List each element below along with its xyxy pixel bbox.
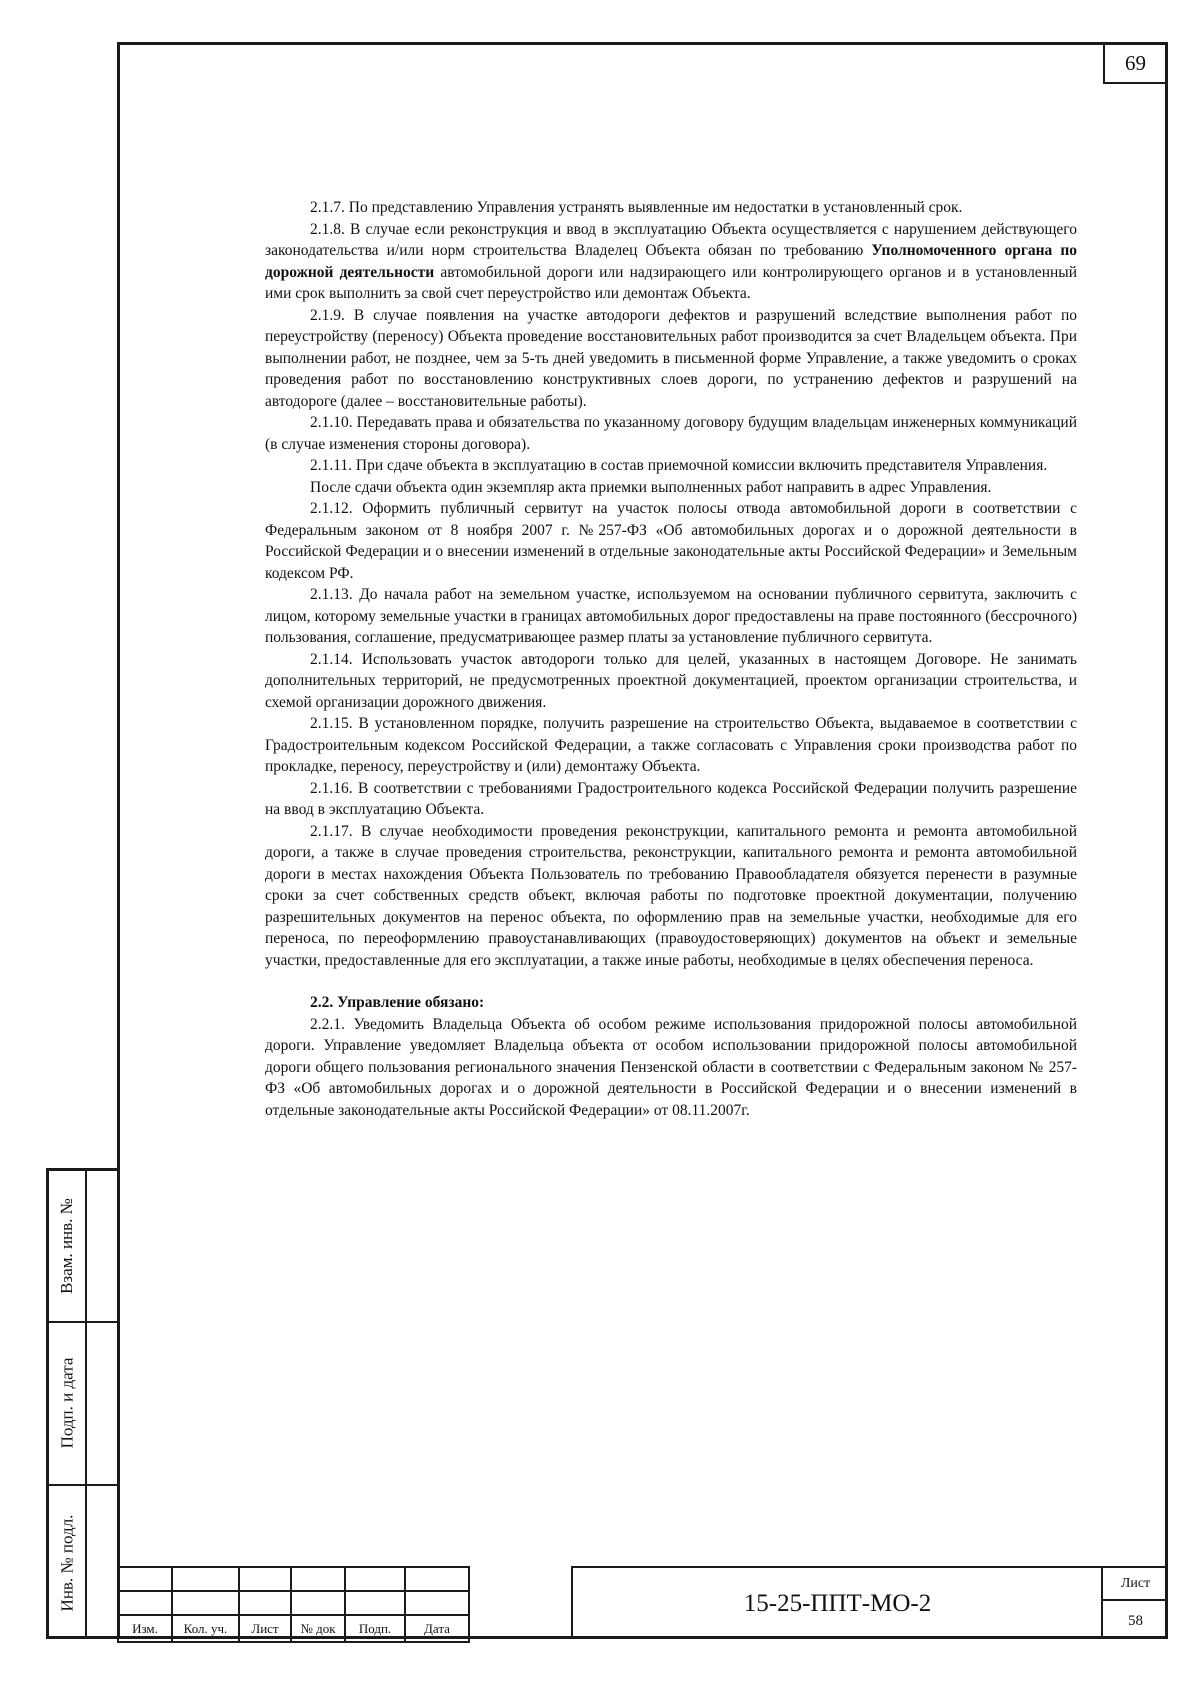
paragraph-2-1-15: 2.1.15. В установленном порядке, получить разрешение на строительство Объекта, выдаваемое в соответствии с Градостроительным кодексом Российской Федерации, а также согласовать с Управления сроки производства работ по прокладке, переносу, переустройству и (или) демонтажу Объекта. [265, 715, 1077, 775]
paragraph-2-1-11: 2.1.11. При сдаче объекта в эксплуатацию в состав приемочной комиссии включить представителя Управления. [310, 457, 1048, 474]
paragraph-2-1-17: 2.1.17. В случае необходимости проведения реконструкции, капитального ремонта и ремонта автомобильной дороги, а также в случае проведения строительства, реконструкции, капитального ремонта и ремонта автомобильной дороги в местах нахождения Объекта Пользователь по требованию Правообладателя обязуется перенести в разумные сроки за счет собственных средств объект, включая работы по подготовке проектной документации, получению разрешительных документов на перенос объекта, по оформлению прав на земельные участки, необходимые для его переноса, по переоформлению правоустанавливающих (правоудостоверяющих) документов на объект и земельные участки, предоставленные для его эксплуатации, а также иные работы, необходимые в целях обеспечения переноса. [265, 822, 1077, 969]
emphasized-authority: Уполномоченного органа по дорожной деятельности [265, 242, 1078, 281]
paragraph-after-handover: После сдачи объекта один экземпляр акта приемки выполненных работ направить в адрес Управления. [310, 478, 992, 496]
side-stamp [46, 1168, 117, 1639]
column-header: Лист [239, 1615, 291, 1642]
paragraph-2-1-8: 2.1.8. В случае если реконструкция и ввод в эксплуатацию Объекта осуществляется с нарушением действующего законодательства и/или норм строительства Владелец Объекта обязан по требованию Уполномоченного органа по дорожной деятельности автомобильной дороги или надзирающего или контролирующего органов и в установленный ими срок выполнить за свой счет переустройство или демонтаж Объекта. [265, 220, 1078, 302]
column-header: Подп. [345, 1615, 405, 1642]
side-label-signature-date: Подп. и дата [57, 1357, 77, 1448]
side-label-replacement: Взам. инв. № [57, 1198, 76, 1294]
paragraph-2-1-13: 2.1.13. До начала работ на земельном участке, используемом на основании публичного сервитута, заключить с лицом, которому земельные участки в границах автомобильных дорог предоставлены на праве постоянного (бессрочного) пользования, соглашение, предусматривающее размер платы за установление публичного сервитута. [265, 586, 1077, 646]
paragraph-2-1-10: 2.1.10. Передавать права и обязательства по указанному договору будущим владельцам инженерных коммуникаций (в случае изменения стороны договора). [265, 414, 1077, 453]
column-header: Кол. уч. [172, 1615, 239, 1642]
sheet-label: Лист [1103, 1568, 1168, 1601]
paragraph-2-1-16: 2.1.16. В соответствии с требованиями Градостроительного кодекса Российской Федерации получить разрешение на ввод в эксплуатацию Объекта. [265, 779, 1077, 818]
paragraph-2-1-7: 2.1.7. По представлению Управления устранять выявленные им недостатки в установленный срок. [310, 199, 963, 216]
paragraph-2-1-12: 2.1.12. Оформить публичный сервитут на участок полосы отвода автомобильной дороги в соответствии с Федеральным законом от 8 ноября 2007 г. №257-ФЗ «Об автомобильных дорогах и о дорожной деятельности в Российской Федерации и о внесении изменений в отдельные законодательные акты Российской Федерации» и Земельным кодексом РФ. [265, 500, 1077, 582]
column-header: Изм. [118, 1615, 172, 1642]
page-number: 69 [1103, 42, 1168, 84]
paragraph-2-2-1: 2.2.1. Уведомить Владельца Объекта об особом режиме использования придорожной полосы автомобильной дороги. Управление уведомляет Владельца объекта от особом использовании придорожной полосы автомобильной дороги общего пользования регионального значения Пензенской области в соответствии с Федеральным законом № 257-ФЗ «Об автомобильных дорогах и о дорожной деятельности в Российской Федерации и о внесении изменений в отдельные законодательные акты Российской Федерации» от 08.11.2007г. [265, 1015, 1077, 1119]
section-title: 2.2. Управление обязано: [310, 994, 485, 1011]
column-header: № док [291, 1615, 345, 1642]
side-label-original-number: Инв. № подл. [57, 1514, 76, 1612]
paragraph-2-1-9: 2.1.9. В случае появления на участке автодороги дефектов и разрушений вследствие выполнения работ по переустройству (переносу) Объекта проведение восстановительных работ производится за счет Владельцем объекта. При выполнении работ, не позднее, чем за 5-ть дней уведомить в письменной форме Управление, а также уведомить о сроках проведения работ по восстановлению конструктивных слоев дороги, по устранению дефектов и разрушений на автодороге (далее – восстановительные работы). [265, 306, 1077, 410]
sheet-number: 58 [1128, 1612, 1143, 1629]
column-header: Дата [405, 1615, 469, 1642]
revision-table [117, 1566, 470, 1643]
sheet-cell [1101, 1566, 1168, 1639]
document-body [265, 197, 1077, 1121]
document-code: 15-25-ППТ-МО-2 [571, 1566, 1102, 1639]
paragraph-2-1-14: 2.1.14. Использовать участок автодороги только для целей, указанных в настоящем Договоре. Не занимать дополнительных территорий, не предусмотренных проектной документацией, проектом организации строительства, и схемой организации дорожного движения. [265, 650, 1077, 711]
